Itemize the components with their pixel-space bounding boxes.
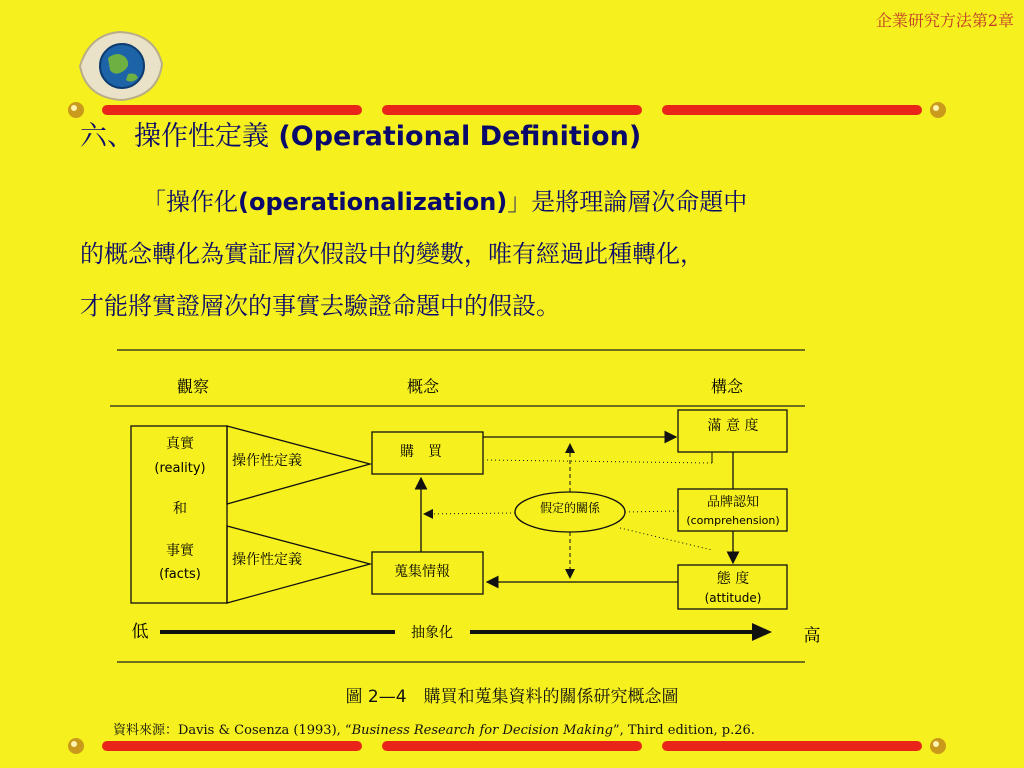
para-line-1: 「操作化(operationalization)」是將理論層次命題中 (142, 188, 748, 216)
brand-en: (comprehension) (686, 514, 780, 527)
satisfaction-to-purchase-dotted (486, 460, 712, 463)
relation-right-link (625, 511, 678, 512)
slide-title (80, 114, 641, 153)
para-line-2: 的概念轉化為實証層次假設中的變數，唯有經過此種轉化， (80, 240, 704, 268)
col-concept: 概念 (406, 377, 440, 396)
title-en: (Operational Definition) (278, 121, 642, 152)
satisfaction-label: 滿 意 度 (707, 418, 759, 434)
relation-left-arrow (424, 513, 515, 514)
attitude-cn: 態 度 (716, 571, 750, 587)
figure-caption: 圖 2—4 購買和蒐集資料的關係研究概念圖 (345, 687, 679, 707)
info-gathering-label: 蒐集情報 (394, 564, 450, 580)
gold-bead-icon (930, 738, 946, 754)
purchase-label: 購 買 (400, 444, 442, 460)
col-construct: 構念 (710, 377, 744, 396)
source-citation: 資料來源：Davis & Cosenza (1993), “Business Research for Decision Making”, Third edition, p.26. (113, 723, 755, 738)
attitude-en: (attitude) (704, 591, 762, 605)
red-bar-2 (382, 741, 642, 751)
book-title: Business Research for Decision Making (351, 723, 613, 738)
high-label: 高 (803, 626, 821, 646)
opdef-label-2: 操作性定義 (232, 552, 302, 568)
low-label: 低 (131, 622, 149, 642)
abstraction-arrowhead (752, 623, 772, 641)
abstraction-label: 抽象化 (411, 625, 453, 641)
bottom-divider (60, 732, 960, 762)
opdef-label-1: 操作性定義 (232, 453, 302, 469)
gold-bead-icon (930, 102, 946, 118)
globe-logo-icon (70, 26, 170, 106)
reality-en: (reality) (154, 461, 206, 476)
brand-cn: 品牌認知 (706, 495, 760, 510)
reality-cn: 真實 (166, 436, 194, 452)
body-paragraph (80, 176, 900, 332)
gold-bead-icon (68, 738, 84, 754)
and-label: 和 (173, 501, 187, 517)
facts-en: (facts) (159, 567, 201, 582)
facts-cn: 事實 (166, 543, 194, 559)
chapter-tag: 企業研究方法第2章 (875, 11, 1014, 30)
red-bar-3 (662, 741, 922, 751)
red-bar-3 (662, 105, 922, 115)
relation-label: 假定的關係 (539, 501, 601, 515)
col-observation: 觀察 (176, 377, 210, 396)
concept-diagram (0, 340, 1024, 680)
red-bar-1 (102, 741, 362, 751)
title-cjk: 六、操作性定義 (80, 121, 269, 152)
para-line-3: 才能將實證層次的事實去驗證命題中的假設。 (80, 292, 560, 320)
